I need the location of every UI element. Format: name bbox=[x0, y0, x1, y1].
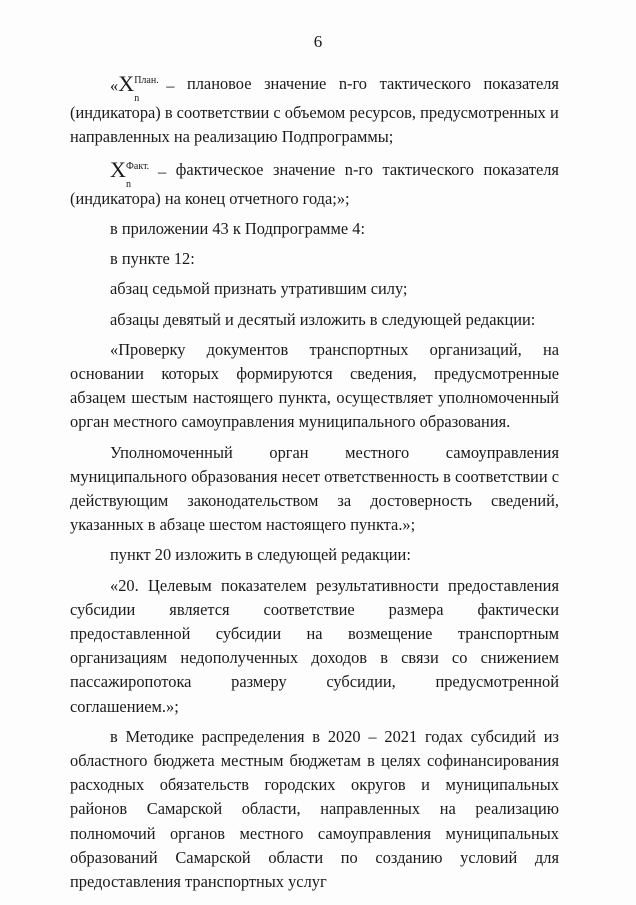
page-number: 6 bbox=[313, 32, 323, 51]
formula-plan-line-3: направленных на реализацию Подпрограммы; bbox=[70, 127, 394, 147]
paragraph: в приложении 43 к Подпрограмме 4: bbox=[110, 219, 366, 239]
paragraph: «20. Целевым показателем результативности предоставления субсидии является соответствие размера фактически предоставленной субсидии на возмещение транспортным организациям недополученных доходов в связи со снижением пассажиропотока размеру субсидии, предусмотренной соглашением.»; bbox=[70, 575, 559, 716]
formula-plan-line-1 bbox=[70, 71, 559, 104]
formula-x-fact bbox=[110, 156, 158, 190]
formula-word: показателя bbox=[483, 159, 559, 179]
formula-word: показателя bbox=[483, 74, 559, 93]
open-quote: « bbox=[110, 76, 119, 95]
formula-superscript: Факт. bbox=[126, 160, 150, 172]
formula-plan-line-2: (индикатора) в соответствии с объемом ресурсов, предусмотренных и bbox=[70, 103, 559, 123]
formula-superscript: План. bbox=[134, 75, 159, 86]
formula-word: тактического bbox=[382, 159, 474, 179]
formula-fact-line-2: (индикатора) на конец отчетного года;»; bbox=[70, 188, 350, 208]
paragraph: в Методике распределения в 2020 – 2021 годах субсидий из областного бюджета местным бюджетам в целях софинансирования расходных обязательств городских округов и муниципальных районов Самарской области, направленных на реализацию полномочий органов местного самоуправления муниципальных образований Самарской области по созданию условий для предоставления транспортных услуг bbox=[70, 726, 559, 892]
paragraph: «Проверку документов транспортных организаций, на основании которых формируются сведения, предусмотренные абзацем шестым настоящего пункта, осуществляет уполномоченный орган местного самоуправления муниципального образования. bbox=[70, 339, 559, 432]
formula-word: тактического bbox=[379, 74, 471, 93]
formula-subscript: n bbox=[126, 178, 131, 190]
formula-subscript: n bbox=[134, 93, 140, 104]
formula-word: n-го bbox=[338, 74, 368, 93]
formula-word: фактическое bbox=[175, 159, 264, 179]
formula-word: плановое bbox=[186, 74, 252, 93]
paragraph: абзацы девятый и десятый изложить в следующей редакции: bbox=[110, 309, 536, 329]
formula-fact-block bbox=[70, 158, 559, 211]
paragraph: абзац седьмой признать утратившим силу; bbox=[110, 279, 408, 299]
formula-word: значение bbox=[272, 159, 336, 179]
formula-plan-block bbox=[70, 72, 559, 150]
formula-word: значение bbox=[264, 74, 327, 93]
formula-fact-line-1 bbox=[70, 156, 559, 190]
formula-x-plan bbox=[118, 71, 166, 104]
document-body bbox=[70, 70, 559, 894]
formula-word: – bbox=[158, 161, 167, 181]
formula-symbol: X bbox=[110, 156, 126, 182]
paragraph: в пункте 12: bbox=[110, 249, 195, 269]
paragraph: пункт 20 изложить в следующей редакции: bbox=[110, 545, 411, 565]
formula-word: – bbox=[166, 76, 175, 95]
formula-word: n-го bbox=[344, 159, 373, 179]
formula-symbol: X bbox=[118, 71, 135, 96]
paragraph: Уполномоченный орган местного самоуправления муниципального образования несет ответственность в соответствии с действующим законодательством за достоверность сведений, указанных в абзаце шестом настоящего пункта.»; bbox=[70, 442, 559, 535]
